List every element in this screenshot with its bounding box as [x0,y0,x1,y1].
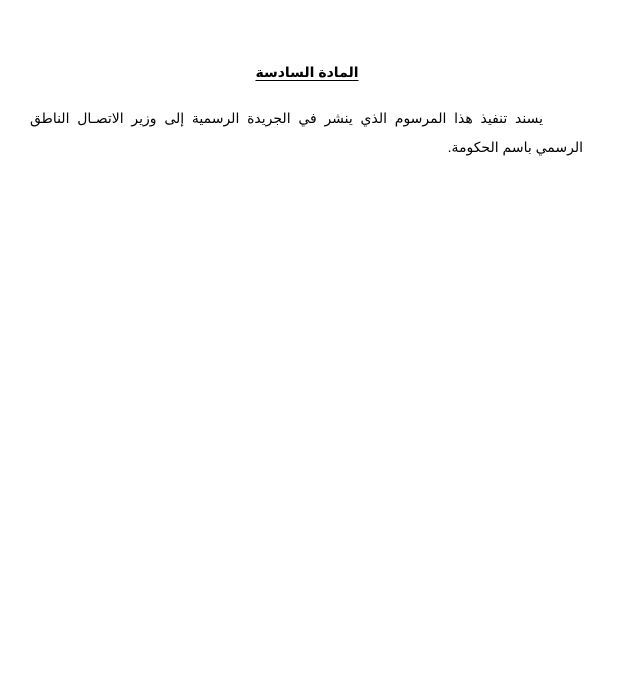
article-heading: المادة السادسة [255,64,359,80]
article-body-text: يسند تنفيذ هذا المرسوم الذي ينشر في الجريدة الرسمية إلى وزير الاتصـال الناطق الرسمي باسم الحكومة. [30,110,583,155]
